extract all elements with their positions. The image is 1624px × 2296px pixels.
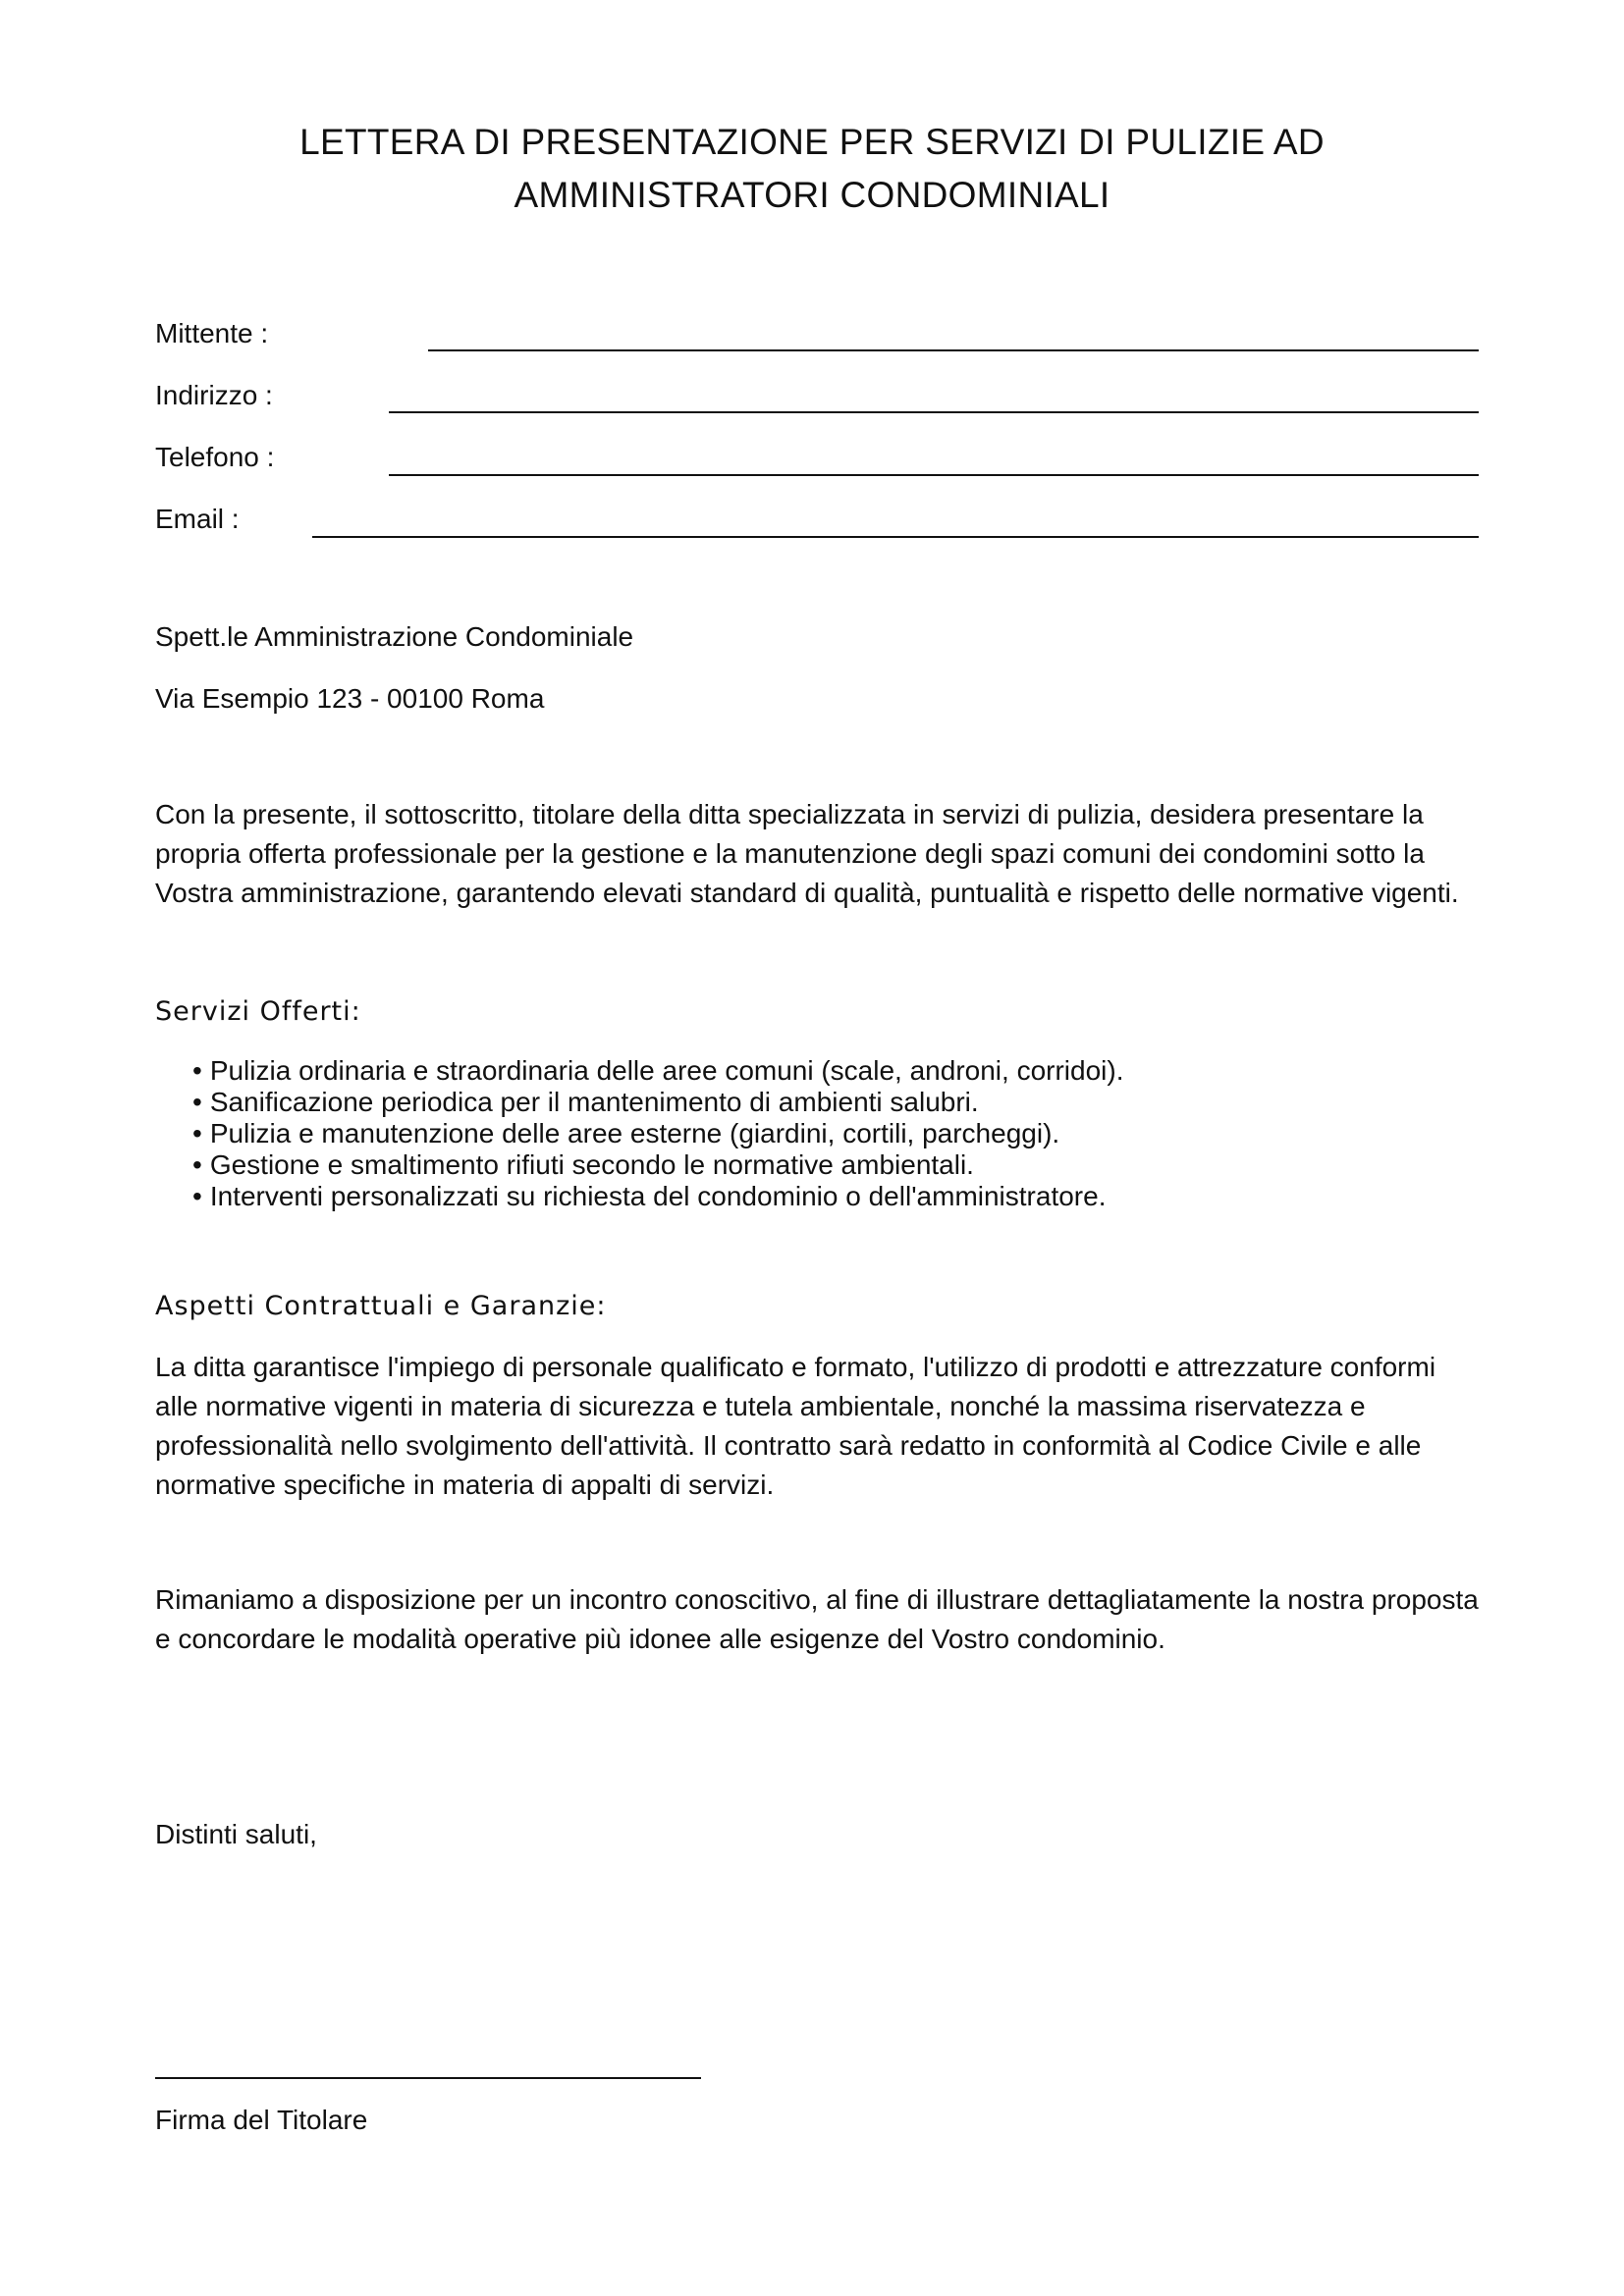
closing-paragraph (155, 1580, 1490, 1659)
services-heading: Servizi Offerti: (155, 996, 361, 1027)
signature-label: Firma del Titolare (155, 2105, 368, 2135)
mittente-field-line[interactable] (428, 349, 1479, 351)
contract-paragraph (155, 1348, 1490, 1505)
title-line-2: AMMINISTRATORI CONDOMINIALI (514, 175, 1110, 215)
intro-line: Vostra amministrazione, garantendo elevati standard di qualità, puntualità e rispetto delle normative vigenti. (155, 878, 1459, 908)
salutation: Distinti saluti, (155, 1819, 317, 1849)
contract-line: alle normative vigenti in materia di sicurezza e tutela ambientale, nonché la massima riservatezza e (155, 1391, 1366, 1421)
indirizzo-label: Indirizzo : (155, 380, 273, 410)
title-line-1: LETTERA DI PRESENTAZIONE PER SERVIZI DI PULIZIE AD (299, 122, 1325, 162)
intro-line: Con la presente, il sottoscritto, titolare della ditta specializzata in servizi di pulizia, desidera presentare la (155, 799, 1424, 829)
bullet-icon: • (192, 1055, 202, 1086)
list-item: • Gestione e smaltimento rifiuti secondo le normative ambientali. (192, 1149, 974, 1180)
contract-line: normative specifiche in materia di appalti di servizi. (155, 1469, 775, 1500)
signature-line[interactable] (155, 2077, 701, 2079)
contract-line: professionalità nello svolgimento dell'attività. Il contratto sarà redatto in conformità al Codice Civile e alle (155, 1430, 1422, 1461)
list-item: • Interventi personalizzati su richiesta del condominio o dell'amministratore. (192, 1181, 1107, 1211)
telefono-label: Telefono : (155, 442, 275, 472)
mittente-label: Mittente : (155, 318, 269, 348)
list-item: • Pulizia e manutenzione delle aree esterne (giardini, cortili, parcheggi). (192, 1118, 1060, 1148)
recipient-address: Via Esempio 123 - 00100 Roma (155, 683, 545, 714)
indirizzo-field-line[interactable] (389, 411, 1479, 413)
telefono-field-line[interactable] (389, 474, 1479, 476)
recipient-name: Spett.le Amministrazione Condominiale (155, 621, 634, 652)
list-item: • Sanificazione periodica per il mantenimento di ambienti salubri. (192, 1087, 979, 1117)
list-item: • Pulizia ordinaria e straordinaria delle aree comuni (scale, androni, corridoi). (192, 1055, 1124, 1086)
services-list (192, 1055, 1123, 1212)
email-label: Email : (155, 504, 240, 534)
document-title (157, 116, 1467, 222)
intro-line: propria offerta professionale per la gestione e la manutenzione degli spazi comuni dei condomini sotto la (155, 838, 1425, 869)
closing-line: e concordare le modalità operative più idonee alle esigenze del Vostro condominio. (155, 1624, 1165, 1654)
bullet-icon: • (192, 1149, 202, 1180)
email-field-line[interactable] (312, 536, 1479, 538)
bullet-icon: • (192, 1181, 202, 1211)
contract-line: La ditta garantisce l'impiego di personale qualificato e formato, l'utilizzo di prodotti e attrezzature conformi (155, 1352, 1436, 1382)
contract-heading: Aspetti Contrattuali e Garanzie: (155, 1291, 607, 1321)
bullet-icon: • (192, 1118, 202, 1148)
bullet-icon: • (192, 1087, 202, 1117)
closing-line: Rimaniamo a disposizione per un incontro conoscitivo, al fine di illustrare dettagliatamente la nostra proposta (155, 1584, 1479, 1615)
intro-paragraph (155, 795, 1490, 913)
